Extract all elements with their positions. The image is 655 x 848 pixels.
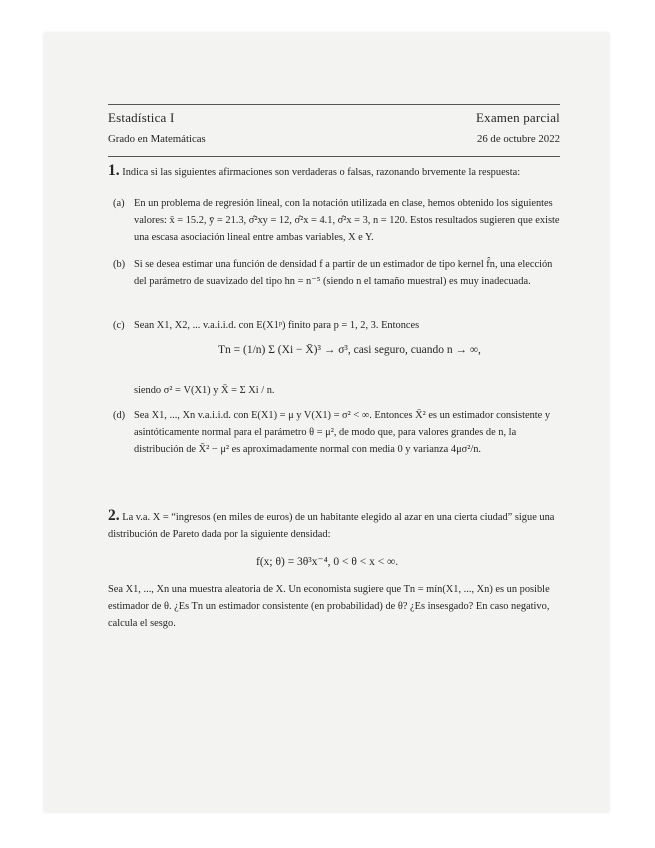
q2-formula: f(x; θ) = 3θ³x⁻⁴, 0 < θ < x < ∞. [256,556,399,568]
q2-intro [108,507,563,543]
q2-intro-text: La v.a. X = “ingresos (en miles de euros) de un habitante elegido al azar en una cierta ciudad” sigue una distribución de Pareto dada por la siguiente densidad: [108,512,555,540]
q1-item-d-text: Sea X1, ..., Xn v.a.i.i.d. con E(X1) = μ y V(X1) = σ² < ∞. Entonces X̄² es un estimador consistente y asintóticamente normal para el parámetro θ = μ², de modo que, para valores grandes de n, la distribución de X̄² − μ² es aproximadamente normal con media 0 y varianza 4μσ²/n. [134,410,551,455]
q1-item-c-after: siendo σ² = V(X1) y X̄ = Σ Xi / n. [134,385,275,396]
exam-date: 26 de octubre 2022 [476,133,560,145]
q1-prompt [108,162,563,181]
q1-number: 1. [108,162,120,179]
header-rule [108,156,560,157]
q1-item-a-text: En un problema de regresión lineal, con la notación utilizada en clase, hemos obtenido los siguientes valores: x̄ = 15.2, ȳ = 21.3, σ̂²xy = 12, σ̂²x = 4.1, σ̂²x = 3, n = 120. Estos resultados sugieren que existe una escasa asociación lineal entre ambas variables, X e Y. [134,198,560,243]
q1-item-c [113,317,563,335]
q1-formula-c: Tn = (1/n) Σ (Xi − X̄)³ → σ³, casi seguro, cuando n → ∞, [218,344,481,356]
q2-number: 2. [108,507,120,524]
q1-item-b-label: (b) [113,259,126,270]
q1-item-a [113,195,563,247]
q1-item-b [113,256,563,308]
q1-item-b-text: Si se desea estimar una función de densidad f a partir de un estimador de tipo kernel f̂n, una elección del parámetro de suavizado del tipo hn = n⁻⁵ (siendo n el tamaño muestral) es muy inadecuada. [134,259,553,287]
course-title: Estadística I [108,110,175,125]
degree-label: Grado en Matemáticas [108,133,206,145]
q1-item-a-label: (a) [113,198,125,209]
q2-text: Sea X1, ..., Xn una muestra aleatoria de X. Un economista sugiere que Tn = mín(X1, ..., Xn) es un posible estimador de θ. ¿Es Tn un estimador consistente (en probabilidad) de θ? ¿Es insesgado? En caso negativo, calcula el sesgo. [108,584,550,629]
q1-item-c-label: (c) [113,320,125,331]
q1-item-d-label: (d) [113,410,126,421]
top-rule [108,104,560,105]
q1-item-c-text: Sean X1, X2, ... v.a.i.i.d. con E(X1ᵖ) finito para p = 1, 2, 3. Entonces [134,320,420,331]
exam-title: Examen parcial [475,110,560,125]
q1-prompt-text: Indica si las siguientes afirmaciones son verdaderas o falsas, razonando brvemente la respuesta: [122,167,521,178]
q1-item-d [113,407,563,479]
